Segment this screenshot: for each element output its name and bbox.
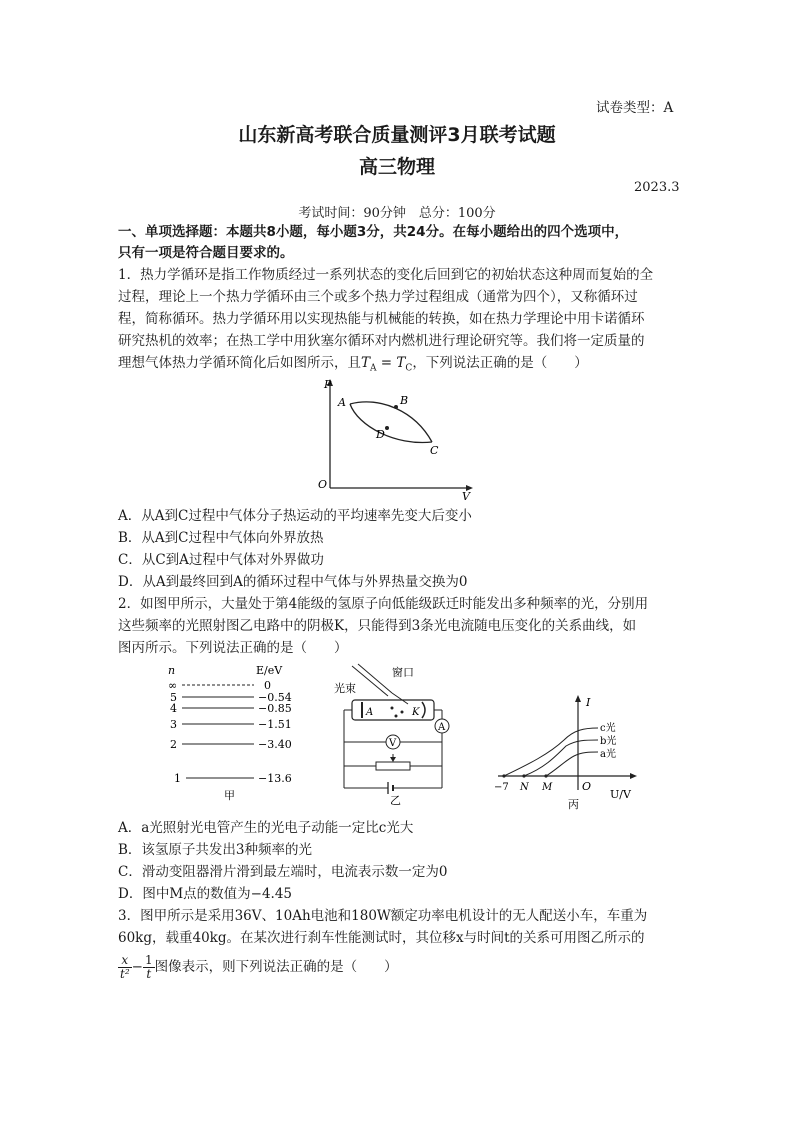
frac-dash: − [131,959,143,975]
energy-label: E/eV [256,664,283,677]
q1-option-a: A．从A到C过程中气体分子热运动的平均速率先变大后变小 [118,508,472,524]
level-2-e: −3.40 [258,738,292,751]
level-3-e: −1.51 [258,718,292,731]
window-label: 窗口 [392,666,414,679]
section-heading-line1: 一、单项选择题：本题共8小题，每小题3分，共24分。在每小题给出的四个选项中， [118,224,629,240]
q1-line5-end: ，下列说法正确的是（ ） [412,355,588,371]
level-4-e: −0.85 [258,702,292,715]
anode-a-label: A [366,707,374,718]
exam-date: 2023.3 [634,180,680,195]
point-b-label: B [400,394,409,407]
curve-b-label: b光 [600,736,617,747]
q3-line1: 3．图甲所示是采用36V、10Ah电池和180W额定功率电机设计的无人配送小车，车重为 [118,908,648,924]
var-t: T [361,355,371,371]
point-d-label: D [376,428,385,441]
voltmeter-label: V [389,738,397,749]
q2-line1: 2．如图甲所示，大量处于第4能级的氢原子向低能级跃迁时能发出多种频率的光，分别用 [118,596,649,612]
curve-c-label: c光 [600,723,616,734]
q1-option-b: B．从A到C过程中气体向外界放热 [118,530,324,546]
point-c-label: C [430,444,439,457]
ammeter-label: A [438,722,446,733]
origin-o-label: O [582,780,592,793]
energy-level-figure [162,662,312,802]
n-label: n [168,664,176,677]
fig-yi-caption: 乙 [390,794,401,806]
exam-subtitle: 高三物理 [358,156,435,178]
beam-label: 光束 [334,682,356,695]
level-5-n: 5 [170,691,177,704]
point-m-label: M [542,782,553,793]
fraction-1-over-t [143,954,155,981]
level-1-e: −13.6 [258,772,292,785]
exam-time-info: 考试时间：90分钟 总分：100分 [298,206,496,221]
p-axis-label: P [324,378,332,391]
q1-option-d: D．从A到最终回到A的循环过程中气体与外界热量交换为0 [118,574,468,590]
q3-line3 [118,952,678,982]
v-axis-label: V [462,490,470,502]
q1-line5 [118,353,678,379]
q2-line2: 这些频率的光照射图乙电路中的阴极K，只能得到3条光电流随电压变化的关系曲线，如 [118,618,637,634]
q1-line4: 研究热机的效率；在热工学中用狄塞尔循环对内燃机进行理论研究等。我们将一定质量的 [118,333,645,349]
sub-a: A [370,363,377,374]
cathode-k-label: K [412,707,420,718]
var-eq-t: = T [376,355,406,371]
fraction-x-over-t2 [118,954,132,981]
q2-option-c: C．滑动变阻器滑片滑到最左端时，电流表示数一定为0 [118,864,448,880]
photocurrent-graph-figure [494,694,644,812]
frac2-numerator: 1 [144,953,153,967]
q1-line5-start: 理想气体热力学循环简化后如图所示，且 [118,355,361,371]
level-inf-n: ∞ [168,679,178,692]
level-4-n: 4 [170,702,177,715]
level-1-n: 1 [174,772,181,785]
q1-line3: 程，简称循环。热力学循环用以实现热能与机械能的转换，如在热力学理论中用卡诺循环 [118,311,645,327]
level-2-n: 2 [170,738,177,751]
q3-line3-tail: 图像表示，则下列说法正确的是（ ） [154,959,398,975]
origin-label: O [318,478,328,491]
q1-line2: 过程，理论上一个热力学循环由三个或多个热力学过程组成（通常为四个），又称循环过 [118,289,638,305]
level-3-n: 3 [170,718,177,731]
q2-option-d: D．图中M点的数值为−4.45 [118,886,293,902]
q2-option-a: A．a光照射光电管产生的光电子动能一定比c光大 [118,820,414,836]
section-heading-line2: 只有一项是符合题目要求的。 [118,245,294,261]
minus7-tick: −7 [494,782,509,793]
frac1-denominator: t² [120,967,130,981]
point-n-label: N [520,782,529,793]
level-inf-e: 0 [264,679,271,692]
fig-bing-caption: 丙 [568,798,579,811]
sub-c: C [405,363,413,374]
u-axis-label: U/V [610,788,631,801]
i-axis-label: I [586,696,591,709]
fig-jia-caption: 甲 [224,789,235,802]
exam-title: 山东新高考联合质量测评3月联考试题 [238,124,556,146]
paper-type-label: 试卷类型：A [596,100,674,116]
frac2-denominator: t [146,967,152,981]
photocell-circuit-figure [330,660,460,806]
pv-cycle-figure [310,376,480,502]
q2-line3: 图丙所示。下列说法正确的是（ ） [118,640,348,656]
q3-line2: 60kg，载重40kg。在某次进行刹车性能测试时，其位移x与时间t的关系可用图乙所示的 [118,930,645,946]
curve-a-label: a光 [600,749,616,760]
point-a-label: A [338,396,346,409]
q2-option-b: B．该氢原子共发出3种频率的光 [118,842,313,858]
q1-line1: 1．热力学循环是指工作物质经过一系列状态的变化后回到它的初始状态这种周而复始的全 [118,267,654,283]
level-5-e: −0.54 [258,691,292,704]
frac1-numerator: x [118,954,132,968]
q1-option-c: C．从C到A过程中气体对外界做功 [118,552,324,568]
